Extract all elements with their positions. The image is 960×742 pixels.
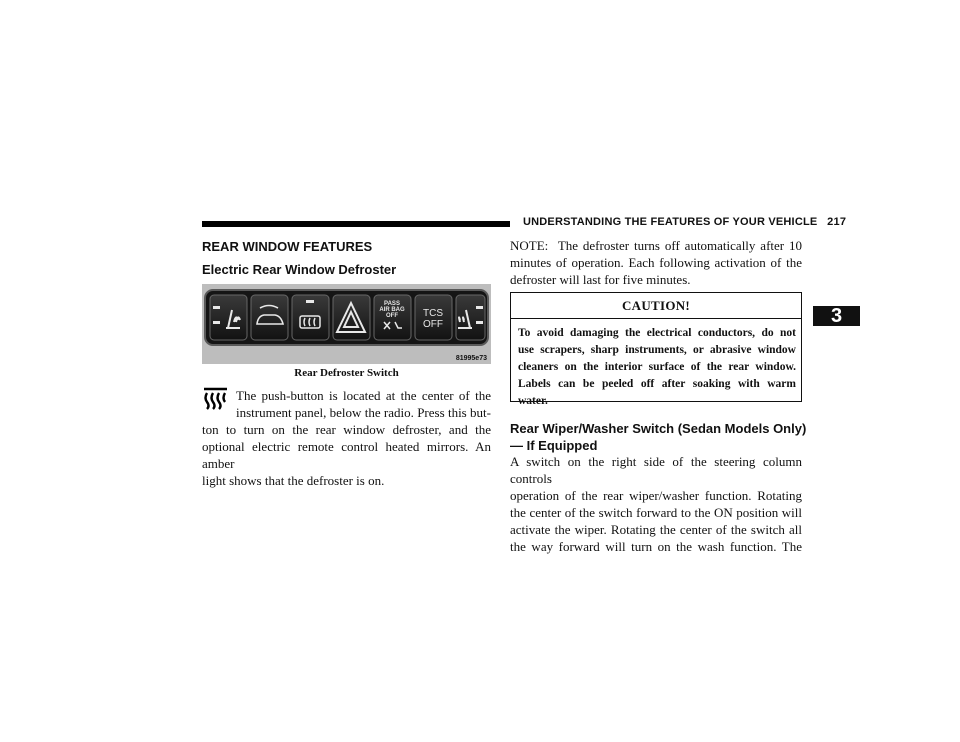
wiper-heading-line: Rear Wiper/Washer Switch (Sedan Models Only)	[510, 421, 807, 436]
paragraph-line: activate the wiper. Rotating the center of the switch all	[510, 522, 802, 537]
paragraph-line: the center of the switch forward to the ON position will	[510, 505, 802, 520]
air-bag-label: AIR BAG	[379, 307, 405, 313]
figure-id: 81995e73	[455, 355, 487, 362]
sub-heading-rear-wiper	[510, 420, 810, 454]
chapter-tab: 3	[813, 306, 860, 326]
note-label: NOTE:	[510, 238, 549, 253]
section-heading: REAR WINDOW FEATURES	[202, 239, 373, 254]
wiper-heading-line: — If Equipped	[510, 438, 598, 453]
tcs-off-label	[423, 308, 443, 330]
caution-line: water.	[518, 395, 548, 407]
paragraph-line: The push-button is located at the center of the	[236, 388, 491, 403]
caution-line: cleaners on the interior surface of the rear window.	[518, 361, 796, 373]
sub-heading-defroster: Electric Rear Window Defroster	[202, 262, 397, 277]
caution-line: Labels can be peeled off after soaking with warm	[518, 378, 796, 390]
tcs-off-text: OFF	[423, 319, 443, 330]
paragraph-line: instrument panel, below the radio. Press this but-	[236, 405, 491, 420]
defroster-paragraph	[202, 387, 491, 489]
paragraph-line: the way forward will turn on the wash function. The	[510, 539, 802, 554]
caution-text	[518, 325, 796, 410]
note-line: defroster will last for five minutes.	[510, 272, 691, 287]
pass-label: PASS	[384, 301, 400, 307]
rear-defroster-switch-figure	[202, 284, 491, 364]
off-label: OFF	[386, 313, 398, 319]
note-line: The defroster turns off automatically after 10	[557, 238, 802, 253]
caution-line: To avoid damaging the electrical conductors, do not	[518, 327, 796, 339]
caution-box	[510, 292, 802, 407]
wiper-paragraph	[510, 453, 802, 555]
paragraph-line: ton to turn on the rear window defroster, and the	[202, 422, 491, 437]
tcs-label: TCS	[423, 308, 443, 319]
caution-line: use scrapers, sharp instruments, or abrasive window	[518, 344, 796, 356]
paragraph-line: light shows that the defroster is on.	[202, 473, 385, 488]
caution-title: CAUTION!	[511, 293, 801, 319]
note-line: minutes of operation. Each following activation of the	[510, 255, 802, 270]
note-paragraph	[510, 237, 802, 288]
figure-caption: Rear Defroster Switch	[294, 367, 399, 379]
running-header: UNDERSTANDING THE FEATURES OF YOUR VEHICLE 217	[523, 216, 847, 228]
paragraph-line: A switch on the right side of the steering column controls	[510, 454, 802, 486]
switch-panel-illustration	[202, 284, 491, 364]
paragraph-line: optional electric remote control heated mirrors. An amber	[202, 439, 491, 471]
paragraph-line: operation of the rear wiper/washer function. Rotating	[510, 488, 802, 503]
header-rule	[202, 221, 510, 227]
